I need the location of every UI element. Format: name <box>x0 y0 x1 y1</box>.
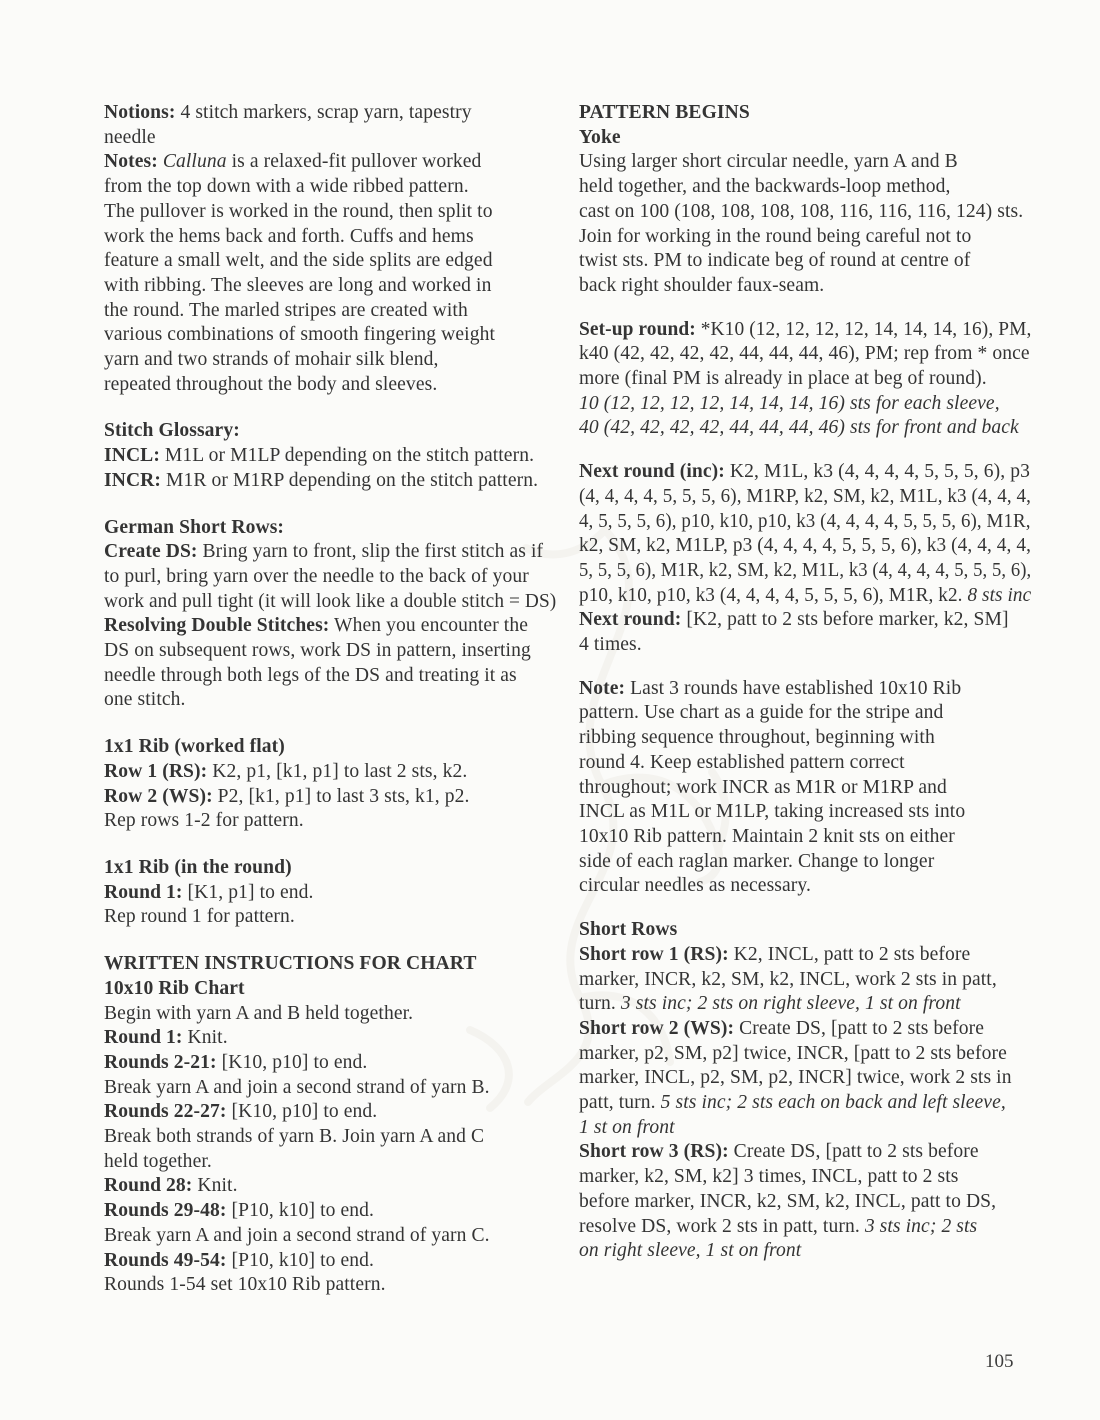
text-run: Row 2 (WS): <box>104 784 213 807</box>
text-line <box>104 976 556 1001</box>
text-block <box>579 100 1041 298</box>
text-line <box>104 589 557 614</box>
text-line <box>104 149 556 174</box>
text-run: throughout; work INCR as M1R or M1RP and <box>579 775 947 798</box>
text-run: p10, k10, p10, k3 (4, 4, 4, 4, 5, 5, 5, 6), M1R, k2. <box>579 583 968 606</box>
text-run: K2, INCL, patt to 2 sts before <box>728 942 971 965</box>
text-block <box>104 100 566 396</box>
text-run: ribbing sequence throughout, beginning with <box>579 726 935 749</box>
text-run: Break both strands of yarn B. Join yarn A and C <box>104 1125 485 1148</box>
text-run: pattern. Use chart as a guide for the stripe and <box>579 701 944 724</box>
text-run: INCL: <box>104 444 160 467</box>
text-run: turn. <box>579 992 621 1015</box>
text-line <box>104 1099 556 1124</box>
text-run: 4 times. <box>579 633 642 656</box>
text-run: marker, k2, SM, k2] 3 times, INCL, patt to 2 sts <box>579 1165 959 1188</box>
text-line <box>104 1223 556 1248</box>
text-line <box>579 199 1031 224</box>
text-run: Rounds 2-21: <box>104 1050 217 1073</box>
text-run: back right shoulder faux-seam. <box>579 273 825 296</box>
text-run: Round 28: <box>104 1174 193 1197</box>
text-run: 10 (12, 12, 12, 12, 14, 14, 14, 16) sts for each sleeve, <box>579 391 1000 414</box>
text-line <box>579 149 1031 174</box>
text-run: 8 sts inc <box>967 583 1032 606</box>
text-run: Short Rows <box>579 918 678 941</box>
text-run: marker, INCL, p2, SM, p2, INCR] twice, work 2 sts in <box>579 1066 1012 1089</box>
text-line <box>579 341 1031 366</box>
text-line <box>579 607 1031 632</box>
text-run: [P10, k10] to end. <box>226 1199 375 1222</box>
text-run: one stitch. <box>104 688 186 711</box>
text-run: M1L or M1LP depending on the stitch pattern. <box>159 444 535 467</box>
text-line <box>104 564 556 589</box>
text-line <box>104 1050 556 1075</box>
text-line <box>104 539 556 564</box>
text-line <box>579 1065 1031 1090</box>
text-line <box>579 248 1031 273</box>
text-run: INCL as M1L or M1LP, taking increased sts into <box>579 800 966 823</box>
text-line <box>104 174 556 199</box>
text-line <box>104 638 556 663</box>
text-line <box>579 224 1031 249</box>
text-run: twist sts. PM to indicate beg of round at centre of <box>579 249 971 272</box>
text-run: is a relaxed-fit pullover worked <box>226 150 482 173</box>
text-run: Last 3 rounds have established 10x10 Rib <box>625 676 962 699</box>
text-line <box>104 125 556 150</box>
text-run: 3 sts inc; 2 sts <box>864 1214 978 1237</box>
text-line <box>104 759 556 784</box>
text-run: on right sleeve, 1 st on front <box>579 1239 802 1262</box>
text-line <box>579 750 1031 775</box>
text-run: k2, SM, k2, M1LP, p3 (4, 4, 4, 4, 5, 5, 5, 6), k3 (4, 4, 4, 4, <box>579 534 1032 557</box>
text-line <box>579 1090 1031 1115</box>
text-line <box>104 663 556 688</box>
text-line <box>579 917 1031 942</box>
text-run: Set-up round: <box>579 317 696 340</box>
text-line <box>104 1248 556 1273</box>
text-run: Rounds 29-48: <box>104 1199 227 1222</box>
text-run: with ribbing. The sleeves are long and worked in <box>104 273 492 296</box>
text-run: DS on subsequent rows, work DS in pattern, inserting <box>104 639 531 662</box>
text-run: [P10, k10] to end. <box>226 1248 375 1271</box>
text-line <box>104 515 556 540</box>
text-run: Create DS, [patt to 2 sts before <box>728 1140 979 1163</box>
text-line <box>579 509 1031 534</box>
text-run: Join for working in the round being careful not to <box>579 224 972 247</box>
text-block <box>579 676 1041 898</box>
text-line <box>104 904 556 929</box>
text-line <box>104 1001 556 1026</box>
text-run: [K1, p1] to end. <box>182 880 314 903</box>
text-run: Rounds 49-54: <box>104 1248 227 1271</box>
text-line <box>104 808 556 833</box>
text-run: Round 1: <box>104 880 183 903</box>
text-run: INCR: <box>104 468 162 491</box>
text-line <box>104 1272 556 1297</box>
text-run: to purl, bring yarn over the needle to the back of your <box>104 564 529 587</box>
text-line <box>579 725 1031 750</box>
text-run: cast on 100 (108, 108, 108, 108, 116, 116, 116, 124) sts. <box>579 199 1024 222</box>
text-run: Rounds 1-54 set 10x10 Rib pattern. <box>104 1273 386 1296</box>
text-line <box>579 391 1031 416</box>
text-line <box>579 174 1031 199</box>
text-run: K2, p1, [k1, p1] to last 2 sts, k2. <box>207 759 468 782</box>
text-line <box>579 273 1031 298</box>
text-line <box>579 558 1032 583</box>
text-run: 5 sts inc; 2 sts each on back and left sleeve, <box>660 1091 1006 1114</box>
text-line <box>579 1214 1031 1239</box>
text-line <box>104 224 556 249</box>
text-line <box>579 824 1031 849</box>
text-run: patt, turn. <box>579 1091 661 1114</box>
text-run: M1R or M1RP depending on the stitch pattern. <box>161 468 539 491</box>
text-run: Row 1 (RS): <box>104 759 208 782</box>
text-run: work and pull tight (it will look like a double stitch = DS) <box>104 589 557 612</box>
text-line <box>104 1025 556 1050</box>
text-run: Short row 1 (RS): <box>579 942 729 965</box>
text-run: P2, [k1, p1] to last 3 sts, k1, p2. <box>212 784 470 807</box>
text-line <box>104 418 556 443</box>
text-run: 1x1 Rib (worked flat) <box>104 735 285 758</box>
text-block <box>104 734 566 833</box>
text-run: [K10, p10] to end. <box>226 1100 378 1123</box>
text-block <box>104 418 566 492</box>
text-run: work the hems back and forth. Cuffs and hems <box>104 224 474 247</box>
text-line <box>579 459 1031 484</box>
text-line <box>104 199 556 224</box>
text-run: various combinations of smooth fingering weight <box>104 323 496 346</box>
text-run: Create DS: <box>104 540 198 563</box>
text-run: held together. <box>104 1149 212 1172</box>
text-line <box>104 1124 556 1149</box>
right-column <box>579 100 1041 1263</box>
text-line <box>579 873 1031 898</box>
text-run: Rep round 1 for pattern. <box>104 905 295 928</box>
text-block <box>104 855 566 929</box>
text-line <box>579 1115 1031 1140</box>
text-run: circular needles as necessary. <box>579 874 812 897</box>
text-line <box>104 322 556 347</box>
text-run: 4 stitch markers, scrap yarn, tapestry <box>175 101 472 123</box>
text-line <box>104 1075 556 1100</box>
text-line <box>104 443 556 468</box>
text-line <box>579 849 1031 874</box>
text-run: marker, p2, SM, p2] twice, INCR, [patt to 2 sts before <box>579 1041 1007 1064</box>
text-run: needle through both legs of the DS and treating it as <box>104 663 517 686</box>
text-run: Notes: <box>104 150 158 173</box>
left-column <box>104 100 566 1297</box>
text-run: PATTERN BEGINS <box>579 101 750 123</box>
text-line <box>579 1238 1031 1263</box>
text-run: Short row 3 (RS): <box>579 1140 729 1163</box>
text-line <box>579 1016 1031 1041</box>
text-run: Rep rows 1-2 for pattern. <box>104 809 304 832</box>
text-line <box>579 799 1031 824</box>
text-run: side of each raglan marker. Change to longer <box>579 849 935 872</box>
text-run: 3 sts inc; 2 sts on right sleeve, 1 st on front <box>620 992 961 1015</box>
text-run: 10x10 Rib pattern. Maintain 2 knit sts on either <box>579 824 955 847</box>
text-line <box>104 613 556 638</box>
text-block <box>104 951 566 1297</box>
text-line <box>579 700 1031 725</box>
text-run: Break yarn A and join a second strand of yarn C. <box>104 1223 490 1246</box>
text-run: Yoke <box>579 125 621 148</box>
text-run: 4, 5, 5, 5, 6), p10, k10, p10, k3 (4, 4, 4, 4, 5, 5, 5, 6), M1R, <box>579 509 1031 532</box>
text-line <box>579 1041 1031 1066</box>
text-line <box>104 855 556 880</box>
text-line <box>579 100 1031 125</box>
text-line <box>104 1173 556 1198</box>
text-run: WRITTEN INSTRUCTIONS FOR CHART <box>104 952 477 975</box>
text-run: Stitch Glossary: <box>104 419 240 442</box>
text-line <box>579 415 1031 440</box>
text-line <box>579 317 1032 342</box>
text-run: needle <box>104 125 156 148</box>
text-block <box>579 459 1041 657</box>
text-run: K2, M1L, k3 (4, 4, 4, 4, 5, 5, 5, 6), p3 <box>724 460 1031 483</box>
text-run: Note: <box>579 676 626 699</box>
text-line <box>104 372 556 397</box>
text-run: Short row 2 (WS): <box>579 1016 735 1039</box>
text-run: held together, and the backwards-loop method, <box>579 175 951 198</box>
text-run: the round. The marled stripes are created with <box>104 298 468 321</box>
text-line <box>104 1149 556 1174</box>
text-run: yarn and two strands of mohair silk blend, <box>104 348 439 371</box>
text-line <box>104 734 556 759</box>
text-run: Notions: <box>104 101 176 123</box>
text-line <box>579 632 1031 657</box>
text-run: Begin with yarn A and B held together. <box>104 1001 414 1024</box>
text-line <box>579 1189 1031 1214</box>
text-run: Calluna <box>162 150 227 173</box>
text-run: *K10 (12, 12, 12, 12, 14, 14, 14, 16), PM, <box>695 317 1032 340</box>
text-run: (4, 4, 4, 4, 5, 5, 5, 6), M1RP, k2, SM, k2, M1L, k3 (4, 4, 4, <box>579 484 1032 507</box>
text-line <box>104 687 556 712</box>
text-run: resolve DS, work 2 sts in patt, turn. <box>579 1214 865 1237</box>
text-run: round 4. Keep established pattern correct <box>579 750 905 773</box>
text-run: The pullover is worked in the round, then split to <box>104 199 493 222</box>
text-line <box>579 991 1031 1016</box>
text-line <box>104 951 556 976</box>
text-run: 1x1 Rib (in the round) <box>104 855 292 878</box>
text-run: Next round (inc): <box>579 460 725 483</box>
text-run: repeated throughout the body and sleeves. <box>104 372 438 395</box>
text-line <box>104 100 556 125</box>
text-line <box>104 298 556 323</box>
text-line <box>104 248 556 273</box>
text-run: feature a small welt, and the side splits are edged <box>104 249 493 272</box>
text-run: Resolving Double Stitches: <box>104 614 330 637</box>
text-run: Knit. <box>192 1174 238 1197</box>
text-line <box>579 583 1032 608</box>
text-run: Using larger short circular needle, yarn A and B <box>579 150 958 173</box>
text-run: Rounds 22-27: <box>104 1100 227 1123</box>
text-line <box>579 484 1032 509</box>
text-line <box>579 775 1031 800</box>
text-line <box>579 676 1031 701</box>
text-line <box>579 967 1031 992</box>
text-run: Create DS, [patt to 2 sts before <box>734 1016 985 1039</box>
text-run: [K2, patt to 2 sts before marker, k2, SM] <box>681 608 1009 631</box>
text-line <box>579 1139 1031 1164</box>
text-line <box>104 1198 556 1223</box>
text-run: 1 st on front <box>579 1115 675 1138</box>
text-line <box>104 468 556 493</box>
text-run: German Short Rows: <box>104 515 285 538</box>
text-block <box>579 317 1041 441</box>
text-line <box>579 942 1031 967</box>
text-run: Next round: <box>579 608 682 631</box>
text-line <box>579 125 1031 150</box>
text-run: Round 1: <box>104 1026 183 1049</box>
text-line <box>579 366 1031 391</box>
text-line <box>579 533 1032 558</box>
text-run: 5, 5, 5, 6), M1R, k2, SM, k2, M1L, k3 (4, 4, 4, 4, 5, 5, 5, 6), <box>579 558 1032 581</box>
text-block <box>579 917 1041 1263</box>
text-run: k40 (42, 42, 42, 42, 44, 44, 44, 46), PM; rep from * once <box>579 342 1030 365</box>
text-line <box>104 880 556 905</box>
text-run: 40 (42, 42, 42, 42, 44, 44, 44, 46) sts for front and back <box>579 416 1019 439</box>
text-run: 10x10 Rib Chart <box>104 976 245 999</box>
text-run: Break yarn A and join a second strand of yarn B. <box>104 1075 490 1098</box>
text-block <box>104 515 566 713</box>
text-run: marker, INCR, k2, SM, k2, INCL, work 2 sts in patt, <box>579 967 997 990</box>
text-run: before marker, INCR, k2, SM, k2, INCL, patt to DS, <box>579 1189 997 1212</box>
text-line <box>104 273 556 298</box>
text-run: When you encounter the <box>329 614 529 637</box>
text-line <box>104 784 556 809</box>
text-line <box>104 347 556 372</box>
text-run: more (final PM is already in place at beg of round). <box>579 367 987 390</box>
text-run: Bring yarn to front, slip the first stitch as if <box>197 540 544 563</box>
text-run: Knit. <box>182 1026 228 1049</box>
text-line <box>579 1164 1031 1189</box>
text-run: [K10, p10] to end. <box>216 1050 368 1073</box>
text-run: from the top down with a wide ribbed pattern. <box>104 175 469 198</box>
page-number: 105 <box>985 1351 1014 1372</box>
